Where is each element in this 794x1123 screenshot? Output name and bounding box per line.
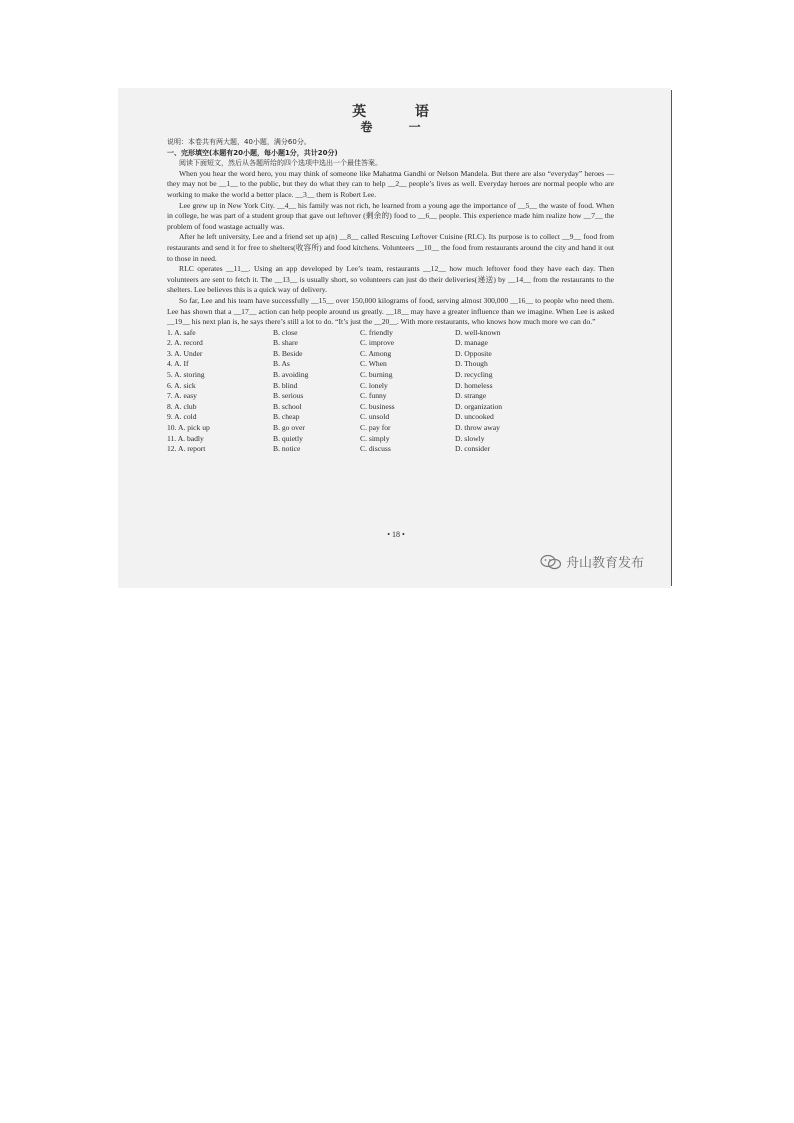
- option-b: B. Beside: [273, 348, 303, 358]
- option-c: C. simply: [360, 433, 390, 443]
- option-row: [167, 412, 614, 423]
- option-b: B. notice: [273, 444, 301, 454]
- option-a: 1. A. safe: [167, 327, 196, 337]
- page-title: 英 语: [352, 104, 451, 120]
- option-d: D. Opposite: [455, 348, 492, 358]
- option-row: [167, 338, 614, 349]
- passage-paragraph: When you hear the word hero, you may think of someone like Mahatma Gandhi or Nelson Mandela. But there are also “everyday” heroes — they may not be __1__ to the public, but they do what they can to help __2__ people’s lives as well. Everyday heroes are normal people who are working to make the world a better place. __3__ them is Robert Lee.: [167, 168, 614, 199]
- option-d: D. strange: [455, 391, 487, 401]
- option-row: [167, 370, 614, 381]
- option-a: 10. A. pick up: [167, 423, 210, 433]
- option-row: [167, 402, 614, 413]
- option-row: [167, 434, 614, 445]
- option-b: B. school: [273, 401, 302, 411]
- passage-paragraph: Lee grew up in New York City. __4__ his family was not rich, he learned from a young age the importance of __5__ the waste of food. When in college, he was part of a student group that gave out leftover (剩余的) food to __6__ people. This experience made him realize how __7__ the problem of food wastage actually was.: [167, 200, 614, 231]
- option-b: B. quietly: [273, 433, 303, 443]
- passage-paragraph: After he left university, Lee and a friend set up a(n) __8__ called Rescuing Leftover Cuisine (RLC). Its purpose is to collect __9__ food from restaurants and send it for free to shelters(收容所) and food kitchens. Volunteers __10__ the food from restaurants around the city and hand it out to those in need.: [167, 232, 614, 263]
- page-edge-rule: [671, 90, 672, 586]
- option-a: 4. A. If: [167, 359, 189, 369]
- option-a: 7. A. easy: [167, 391, 197, 401]
- option-d: D. uncooked: [455, 412, 494, 422]
- option-c: C. When: [360, 359, 387, 369]
- option-d: D. well-known: [455, 327, 501, 337]
- passage-paragraph: RLC operates __11__. Using an app developed by Lee’s team, restaurants __12__ how much leftover food they have each day. Then volunteers are sent to fetch it. The __13__ is usually short, so volunteers can just do their deliveries(递送) by __14__ from the restaurants to the shelters. Lee believes this is a quick way of delivery.: [167, 264, 614, 295]
- option-d: D. slowly: [455, 433, 485, 443]
- option-b: B. blind: [273, 380, 298, 390]
- page-number: • 18 •: [387, 530, 405, 539]
- option-d: D. homeless: [455, 380, 493, 390]
- option-row: [167, 381, 614, 392]
- option-c: C. friendly: [360, 327, 393, 337]
- option-b: B. avoiding: [273, 370, 309, 380]
- option-a: 3. A. Under: [167, 348, 203, 358]
- exam-content: [167, 104, 614, 455]
- option-b: B. share: [273, 338, 298, 348]
- option-row: [167, 359, 614, 370]
- option-a: 12. A. report: [167, 444, 206, 454]
- watermark-text: 舟山教育发布: [566, 556, 645, 571]
- option-a: 11. A. badly: [167, 433, 204, 443]
- option-row: [167, 391, 614, 402]
- option-b: B. serious: [273, 391, 304, 401]
- option-d: D. consider: [455, 444, 491, 454]
- option-a: 6. A. sick: [167, 380, 196, 390]
- wechat-logo-icon: [540, 554, 562, 570]
- option-row: [167, 349, 614, 360]
- option-d: D. Though: [455, 359, 488, 369]
- option-d: D. manage: [455, 338, 488, 348]
- option-c: C. business: [360, 401, 395, 411]
- option-b: B. go over: [273, 423, 305, 433]
- option-c: C. unsold: [360, 412, 390, 422]
- option-b: B. cheap: [273, 412, 300, 422]
- option-c: C. burning: [360, 370, 393, 380]
- option-a: 8. A. club: [167, 401, 197, 411]
- option-a: 9. A. cold: [167, 412, 197, 422]
- option-d: D. recycling: [455, 370, 493, 380]
- option-a: 5. A. storing: [167, 370, 205, 380]
- answer-options: [167, 328, 614, 455]
- watermark: [540, 552, 644, 571]
- option-c: C. improve: [360, 338, 395, 348]
- option-d: D. throw away: [455, 423, 500, 433]
- option-row: [167, 328, 614, 339]
- option-b: B. As: [273, 359, 290, 369]
- section-heading: 一、完形填空(本题有20小题，每小题1分，共计20分): [167, 148, 338, 157]
- option-c: C. pay for: [360, 423, 391, 433]
- option-b: B. close: [273, 327, 298, 337]
- passage-paragraph: So far, Lee and his team have successfully __15__ over 150,000 kilograms of food, serving almost 300,000 __16__ to people who need them. Lee has shown that a __17__ action can help people around us greatly. __18__ may have a greater influence than we imagine. When Lee is asked __19__ his next plan is, he says there’s still a lot to do. “It’s just the __20__. With more restaurants, who knows how much more we can do.”: [167, 295, 614, 327]
- option-a: 2. A. record: [167, 338, 203, 348]
- option-c: C. lonely: [360, 380, 388, 390]
- option-row: [167, 423, 614, 434]
- option-d: D. organization: [455, 401, 503, 411]
- option-c: C. funny: [360, 391, 387, 401]
- section-instruction: 阅读下面短文，然后从各题所给的四个选项中选出一个最佳答案。: [179, 159, 382, 168]
- page-subtitle: 卷 一: [360, 120, 437, 134]
- option-row: [167, 444, 614, 455]
- exam-note: 说明：本卷共有两大题，40小题，满分60分。: [167, 138, 311, 146]
- option-c: C. Among: [360, 348, 392, 358]
- option-c: C. discuss: [360, 444, 391, 454]
